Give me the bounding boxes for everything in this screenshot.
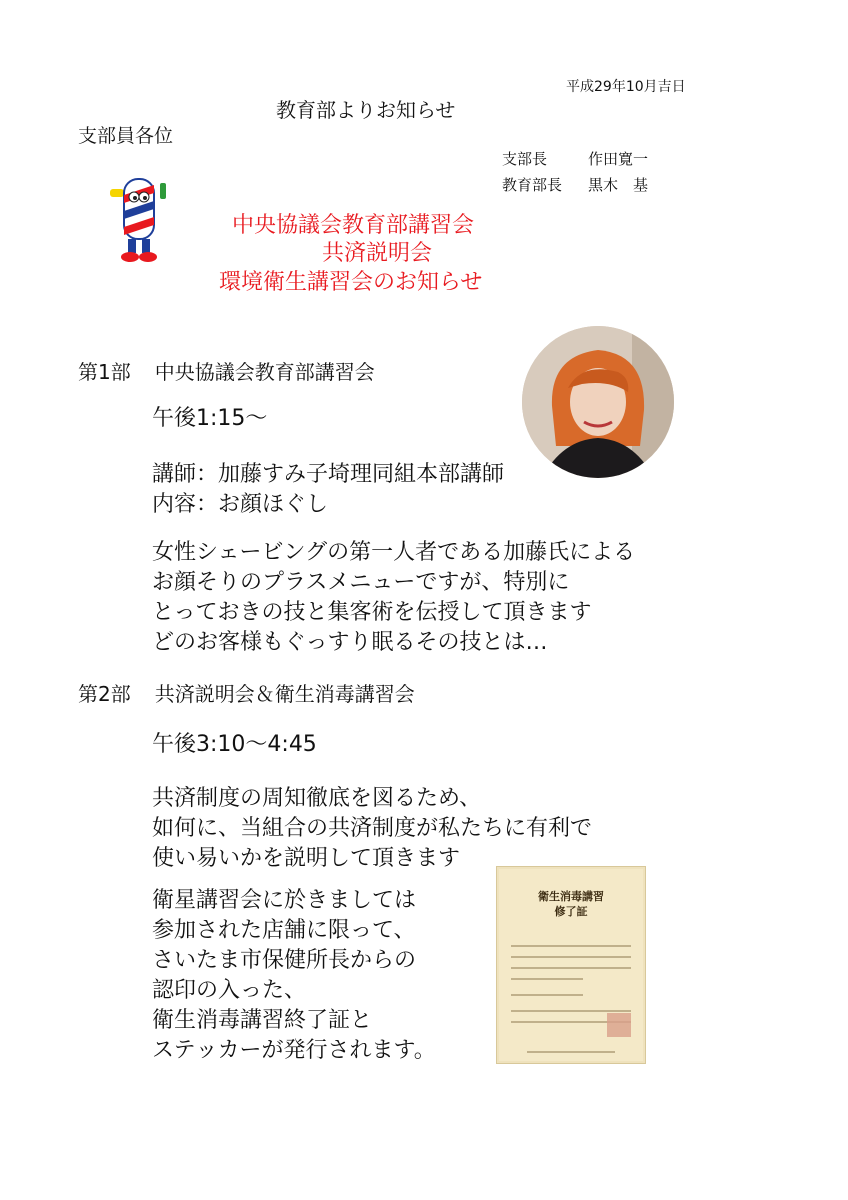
signature-education-head <box>502 174 648 195</box>
hygiene-line: 衛星講習会に於きましては <box>152 888 417 913</box>
part2-heading <box>78 678 415 707</box>
certificate-title-line: 衛生消毒講習 <box>538 890 604 903</box>
part1-lecturer: 講師：加藤すみ子埼理同組本部講師 <box>152 462 505 487</box>
description-line: 使い易いかを説明して頂きます <box>152 846 461 871</box>
part2-time: 午後3:10～4:45 <box>152 732 317 757</box>
part1-label: 第1部 <box>78 360 131 384</box>
barber-pole-mascot-icon <box>106 175 176 265</box>
signature-name: 黒木 基 <box>588 176 649 194</box>
hygiene-line: 衛生消毒講習終了証と <box>152 1008 373 1033</box>
part1-title: 中央協議会教育部講習会 <box>154 360 375 384</box>
certificate-image <box>496 866 646 1064</box>
part2-title: 共済説明会＆衛生消毒講習会 <box>154 682 415 706</box>
certificate-title <box>497 889 645 919</box>
notice-date: 平成29年10月吉日 <box>566 79 686 95</box>
headline-line-3: 環境衛生講習会のお知らせ <box>219 270 483 295</box>
part1-heading <box>78 356 375 385</box>
description-line: お顔そりのプラスメニューですが、特別に <box>152 570 570 595</box>
part2-description <box>152 784 592 874</box>
addressee: 支部員各位 <box>78 125 174 147</box>
description-line: 如何に、当組合の共済制度が私たちに有利で <box>152 816 593 841</box>
part1-description <box>152 538 635 658</box>
description-line: 共済制度の周知徹底を図るため、 <box>152 786 482 811</box>
part1-lecturer-block <box>152 460 504 520</box>
notice-title: 教育部よりお知らせ <box>276 98 456 122</box>
signature-name: 作田寛一 <box>588 150 649 168</box>
hygiene-line: 認印の入った、 <box>152 978 307 1003</box>
part1-time: 午後1:15～ <box>152 406 268 431</box>
description-line: とっておきの技と集客術を伝授して頂きます <box>152 600 592 625</box>
lecturer-portrait-photo <box>522 326 674 478</box>
certificate-title-line: 修了証 <box>554 905 588 918</box>
certificate-footer <box>527 1051 615 1053</box>
description-line: 女性シェービングの第一人者である加藤氏による <box>152 540 636 565</box>
headline-line-2: 共済説明会 <box>322 241 433 266</box>
part2-label: 第2部 <box>78 682 131 706</box>
headline-line-1: 中央協議会教育部講習会 <box>232 213 475 238</box>
hygiene-line: 参加された店舗に限って、 <box>152 918 416 943</box>
certificate-seal <box>607 1013 631 1037</box>
part1-content: 内容：お顔ほぐし <box>152 492 329 517</box>
part2-hygiene-text <box>152 886 436 1066</box>
description-line: どのお客様もぐっすり眠るその技とは… <box>152 630 548 655</box>
signature-role: 支部長 <box>502 150 548 168</box>
signature-role: 教育部長 <box>502 176 563 194</box>
hygiene-line: ステッカーが発行されます。 <box>152 1038 436 1063</box>
hygiene-line: さいたま市保健所長からの <box>152 948 417 973</box>
signature-branch-head <box>502 148 648 169</box>
